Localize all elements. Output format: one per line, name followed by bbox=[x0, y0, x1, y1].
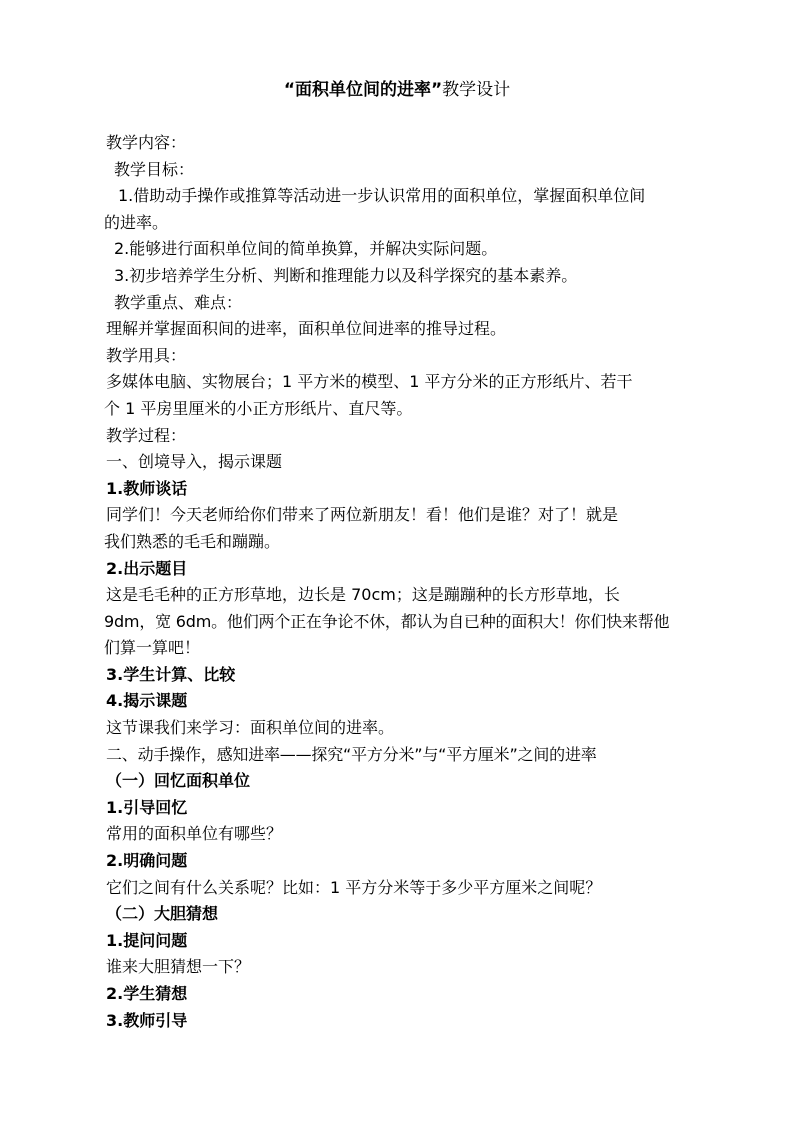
goal-1-line-1: 1.借助动手操作或推算等活动进一步认识常用的面积单位，掌握面积单位间 bbox=[118, 186, 646, 206]
subheading-show-problem: 2.出示题目 bbox=[106, 558, 188, 578]
subheading-bold-guess: （二）大胆猜想 bbox=[106, 904, 219, 924]
subheading-teacher-talk: 1.教师谈话 bbox=[106, 478, 188, 498]
subheading-student-guess: 2.学生猜想 bbox=[106, 984, 188, 1003]
problem-line-3: 们算一算吧！ bbox=[104, 638, 201, 658]
heading-part-one: 一、创境导入，揭示课题 bbox=[106, 452, 283, 472]
subheading-guide-recall: 1.引导回忆 bbox=[106, 797, 188, 817]
section-label-tools: 教学用具： bbox=[106, 345, 187, 365]
subheading-ask-question: 1.提问问题 bbox=[106, 930, 188, 950]
section-label-key-points: 教学重点、难点： bbox=[114, 292, 243, 312]
subheading-clarify-question: 2.明确问题 bbox=[106, 851, 188, 871]
tools-line-1: 多媒体电脑、实物展台；1 平方米的模型、1 平方分米的正方形纸片、若干 bbox=[106, 372, 633, 392]
heading-part-two: 二、动手操作，感知进率——探究“平方分米”与“平方厘米”之间的进率 bbox=[106, 744, 597, 764]
guide-recall-text: 常用的面积单位有哪些？ bbox=[106, 824, 283, 844]
subheading-teacher-guide: 3.教师引导 bbox=[106, 1010, 188, 1030]
section-label-goals: 教学目标： bbox=[114, 159, 195, 179]
subheading-recall-units: （一）回忆面积单位 bbox=[106, 771, 251, 791]
clarify-question-text: 它们之间有什么关系呢？比如：1 平方分米等于多少平方厘米之间呢？ bbox=[106, 877, 602, 897]
subheading-student-calc: 3.学生计算、比较 bbox=[106, 664, 236, 684]
goal-1-line-2: 的进率。 bbox=[104, 212, 169, 232]
reveal-topic-text: 这节课我们来学习：面积单位间的进率。 bbox=[106, 718, 395, 738]
problem-line-1: 这是毛毛种的正方形草地，边长是 70cm；这是蹦蹦种的长方形草地，长 bbox=[106, 585, 620, 605]
goal-2: 2.能够进行面积单位间的简单换算，并解决实际问题。 bbox=[114, 239, 498, 259]
tools-line-2: 个 1 平房里厘米的小正方形纸片、直尺等。 bbox=[104, 398, 413, 418]
ask-question-text: 谁来大胆猜想一下？ bbox=[106, 957, 251, 977]
title-bold-part: “面积单位间的进率” bbox=[283, 80, 443, 100]
section-label-process: 教学过程： bbox=[106, 425, 187, 445]
teacher-talk-line-1: 同学们！今天老师给你们带来了两位新朋友！看！他们是谁？对了！就是 bbox=[106, 505, 619, 525]
teacher-talk-line-2: 我们熟悉的毛毛和蹦蹦。 bbox=[104, 531, 281, 551]
subheading-reveal-topic: 4.揭示课题 bbox=[106, 691, 188, 711]
document-title bbox=[0, 78, 794, 102]
key-points-text: 理解并掌握面积间的进率，面积单位间进率的推导过程。 bbox=[106, 319, 507, 339]
section-label-content: 教学内容： bbox=[106, 133, 187, 152]
title-rest-part: 教学设计 bbox=[442, 80, 511, 100]
document-body bbox=[106, 130, 720, 1034]
goal-3: 3.初步培养学生分析、判断和推理能力以及科学探究的基本素养。 bbox=[114, 265, 578, 285]
problem-line-2: 9dm，宽 6dm。他们两个正在争论不休，都认为自已种的面积大！你们快来帮他 bbox=[104, 611, 670, 631]
